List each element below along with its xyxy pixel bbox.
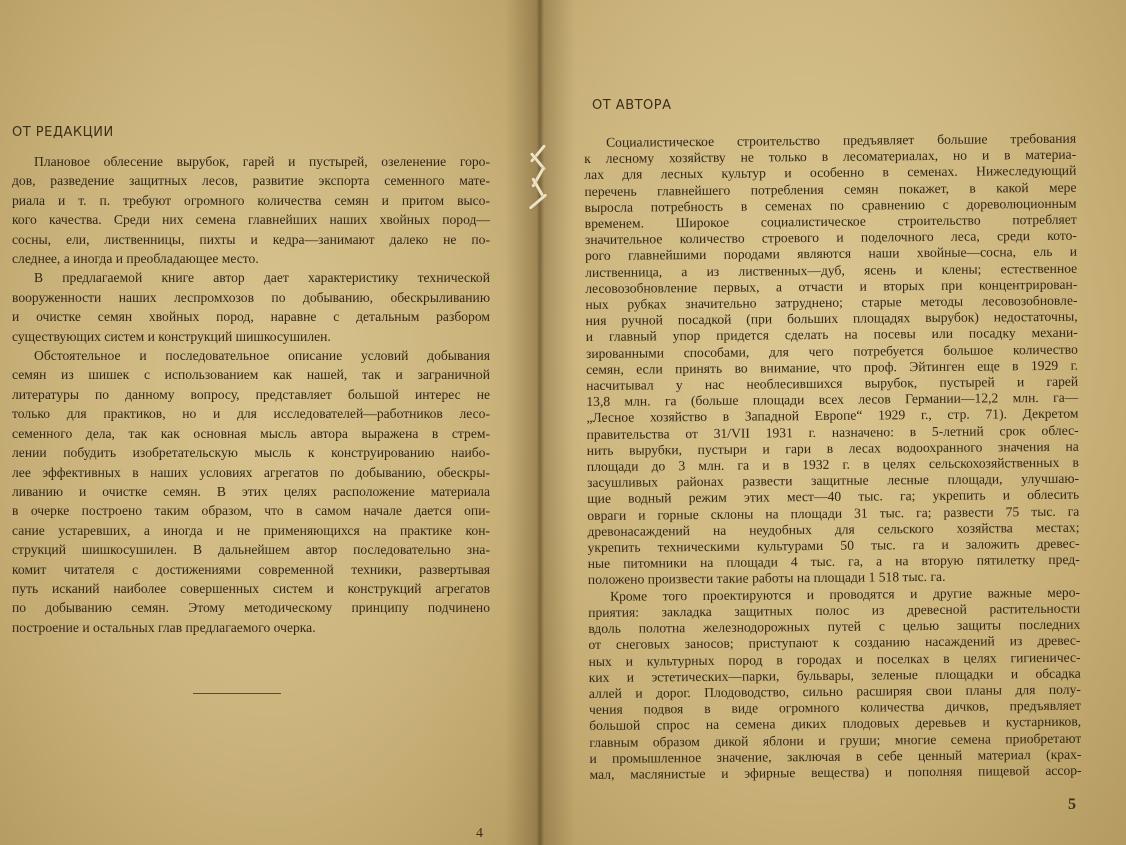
text-line: лее эффективных в наших условиях агрегатов по добыванию, обескры- bbox=[12, 464, 490, 480]
text-line: насчитывал у нас необлесившихся вырубок, пустырей и гарей bbox=[586, 373, 1079, 394]
text-line: в очерке построено таким образом, что в самом начале дается опи- bbox=[12, 503, 490, 519]
left-page-text bbox=[12, 152, 490, 637]
text-line: дов, разведение защитных лесов, развитие экспорта семенного мате- bbox=[12, 173, 490, 189]
text-line: щие водный режим этих мест—40 тыс. га; укрепить и облесить bbox=[587, 487, 1080, 507]
text-line: зированными способами, для чего потребуется большое количество bbox=[585, 341, 1078, 361]
text-line: к лесному хозяйству не только в лесоматериалах, но и в материа- bbox=[584, 146, 1077, 167]
text-line: ных и культурных пород в городах и поселках в целях гигиеничес- bbox=[588, 649, 1081, 669]
text-line: овраги и горные склоны на площади 31 тыс. га; развести 75 тыс. га bbox=[587, 503, 1080, 523]
text-line: комит читателя с достижениями современной техники, развертывая bbox=[12, 561, 490, 577]
text-line: и промышленное значение, заключая в себе ценный материал (крах- bbox=[589, 746, 1082, 766]
text-line: семян из шишек с использованием как нашей, так и заграничной bbox=[12, 367, 490, 383]
text-line: литературы по данному вопросу, представляет большой интерес не bbox=[12, 386, 490, 402]
text-line: ных рубках значительно затруднено; старые методы лесовозобновле- bbox=[585, 292, 1078, 313]
text-line: по добыванию семян. Этому методическому принципу подчинено bbox=[12, 600, 490, 616]
text-line: положено произвести такие работы на площади 1 518 тыс. га. bbox=[587, 569, 946, 588]
page-number: 4 bbox=[476, 826, 483, 841]
text-line: древонасаждений на неудобных для сельского хозяйства местах; bbox=[587, 519, 1080, 539]
text-line: путь исканий наиболее совершенных систем и конструкций агрегатов bbox=[12, 580, 490, 596]
text-line: только для практиков, но и для исследователей—работников лесо- bbox=[12, 406, 490, 422]
text-line: лиственница, а из лиственных—дуб, ясень и клены; естественное bbox=[585, 260, 1078, 280]
text-line: лесовозобновление первых, а отчасти и вторых при концентрирован- bbox=[585, 276, 1078, 296]
text-line: перечень главнейшего потребления семян покажет, в какой мере bbox=[584, 179, 1077, 199]
text-line: от снеговых заносов; приступают к созданию насаждений из древес- bbox=[588, 632, 1081, 653]
text-line: приятия: закладка защитных полос из древесной растительности bbox=[588, 600, 1081, 620]
text-line: Социалистическое строительство предъявляет большие требования bbox=[605, 130, 1077, 150]
text-line: сосны, ели, лиственницы, пихты и кедра—занимают далеко не по- bbox=[12, 231, 490, 247]
text-line: следнее, а иногда и преобладающее место. bbox=[12, 251, 259, 267]
text-line: семенного дела, так как основная мысль автора выражена в стрем- bbox=[12, 425, 490, 441]
page-number: 5 bbox=[1068, 796, 1076, 813]
text-line: риала и т. п. требуют огромного количества семян и притом высо- bbox=[12, 192, 490, 208]
book-gutter bbox=[505, 0, 575, 845]
text-line: кого качества. Среди них семена главнейших наших хвойных пород— bbox=[12, 212, 490, 228]
text-line: значительное количество строевого и поделочного леса, среди кото- bbox=[584, 227, 1077, 248]
text-line: семян, если принять во внимание, что проф. Эйтинген еще в 1929 г. bbox=[585, 357, 1079, 377]
text-line: аллей и дорог. Плодоводство, сильно расширяя свои планы для полу- bbox=[588, 681, 1081, 701]
text-line: вдоль полотна железнодорожных путей с целью защиты последних bbox=[588, 616, 1081, 637]
text-line: нить вырубки, пустыри и гари в лесах водоохранного значения на bbox=[586, 438, 1079, 458]
text-line: засушливых районах развести защитные лесные площади, улучшаю- bbox=[586, 470, 1080, 491]
text-line: рого главнейшими породами являются наши хвойные—сосна, ель и bbox=[584, 244, 1078, 264]
text-line: построение и остальных глав предлагаемого очерка. bbox=[12, 619, 316, 635]
text-line: большой спрос на семена диких плодовых деревьев и кустарников, bbox=[589, 713, 1082, 734]
text-line: и очистке семян хвойных пород, наравне с детальным разбором bbox=[12, 309, 490, 325]
text-line: временем. Широкое социалистическое строительство потребляет bbox=[584, 211, 1077, 232]
text-line: лах для лесных культур и особенно в семенах. Нижеследующий bbox=[584, 163, 1077, 183]
section-divider bbox=[193, 693, 281, 694]
text-line: существующих систем и конструкций шишкосушилен. bbox=[12, 328, 331, 344]
text-line: и главный упор придется сделать на посевы или посадку механи- bbox=[585, 325, 1078, 345]
text-line: главным образом дикой яблони и груши; многие семена приобретают bbox=[589, 730, 1082, 750]
text-line: Кроме того проектируются и проводятся и другие важные меро- bbox=[609, 584, 1081, 604]
text-line: правительства от 31/VII 1931 г. назначено: в 5-летний срок облес- bbox=[586, 422, 1079, 442]
right-page-heading: ОТ АВТОРА bbox=[592, 98, 672, 113]
text-line: ния ручной посадкой (при больших площадях вырубок) недостаточны, bbox=[585, 308, 1078, 329]
text-line: струкций шишкосушилен. В дальнейшем автор последовательно зна- bbox=[12, 542, 490, 558]
text-line: ливанию и очистке семян. В этих целях расположение материала bbox=[12, 483, 490, 499]
right-page-text bbox=[584, 131, 1082, 783]
text-line: лении побудить изобретательскую мысль к конструированию наибо- bbox=[12, 445, 490, 461]
text-line: 13,8 млн. га (больше площади всех лесов Германии—12,2 млн. га— bbox=[586, 389, 1079, 410]
text-line: вооруженности наших леспромхозов по добыванию, обескрыливанию bbox=[12, 289, 490, 305]
text-line: „Лесное хозяйство в Западной Европе“ 1929 г., стр. 71). Декретом bbox=[586, 406, 1079, 426]
text-line: чения подвоя в виде огромного количества дичков, предъявляет bbox=[588, 697, 1082, 718]
text-line: площади до 3 млн. га и в 1932 г. в целях сельскохозяйственных в bbox=[586, 454, 1079, 475]
text-line: ких и эстетических—парки, бульвары, зеленые площадки и обсадка bbox=[588, 665, 1081, 685]
text-line: Плановое облесение вырубок, гарей и пустырей, озеленение горо- bbox=[34, 154, 490, 169]
text-line: мал, маслянистые и эфирные вещества) и пополняя пищевой ассор- bbox=[589, 762, 1082, 782]
text-line: Обстоятельное и последовательное описание условий добывания bbox=[34, 348, 490, 364]
left-page-heading: ОТ РЕДАКЦИИ bbox=[12, 125, 114, 140]
text-line: укрепить техническими культурами 50 тыс. га и заложить древес- bbox=[587, 535, 1080, 556]
text-line: ные питомники на площади 4 тыс. га, а на вторую пятилетку пред- bbox=[587, 551, 1080, 572]
text-line: В предлагаемой книге автор дает характеристику технической bbox=[34, 270, 490, 286]
text-line: сание устаревших, а иногда и не применяющихся на практике кон- bbox=[12, 522, 490, 538]
text-line: выросла потребность в семенах по сравнению с дореволюционным bbox=[584, 195, 1077, 215]
